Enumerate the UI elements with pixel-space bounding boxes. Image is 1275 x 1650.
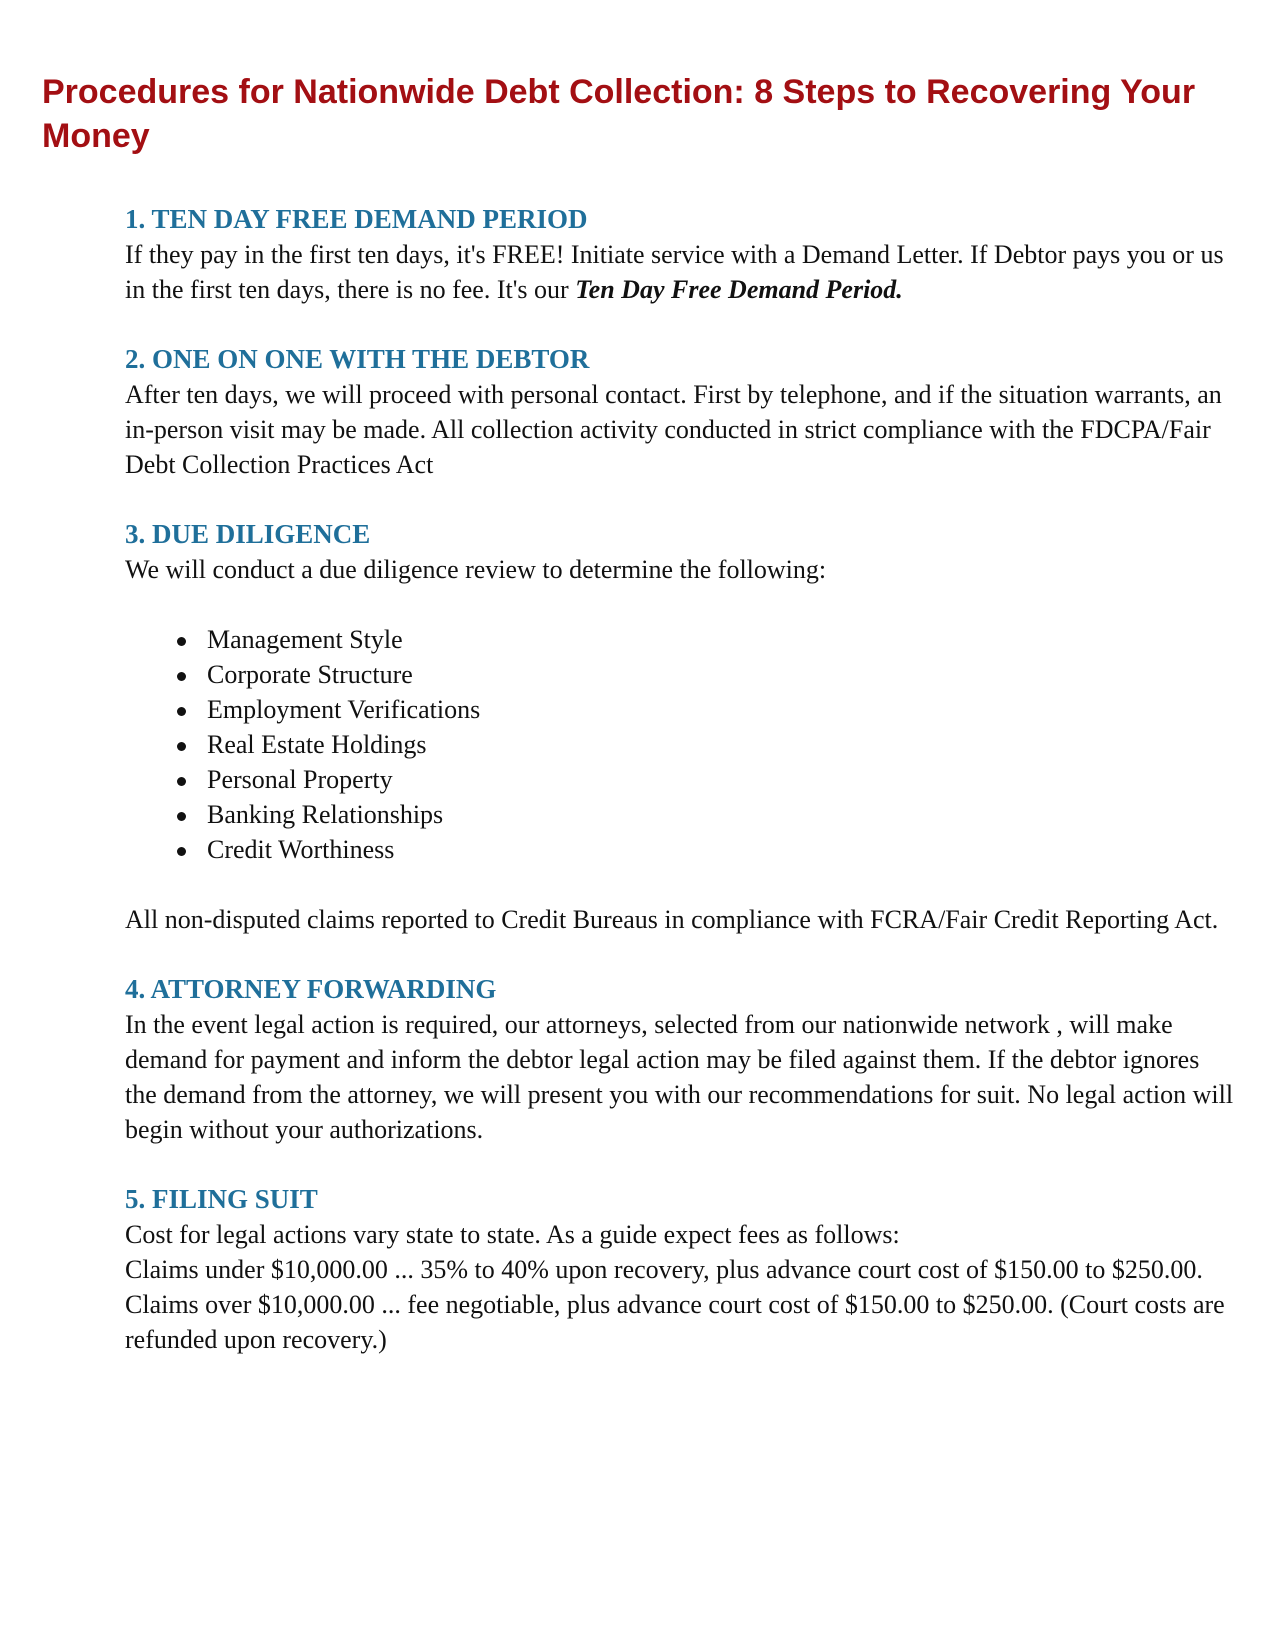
section-heading: 4. ATTORNEY FORWARDING [125, 974, 497, 1004]
list-item-label: Corporate Structure [207, 660, 413, 689]
list-item [177, 727, 1235, 762]
list-item-label: Personal Property [207, 765, 393, 794]
list-item [177, 692, 1235, 727]
section-body [125, 237, 1235, 307]
bullet-icon [177, 847, 186, 856]
list-item [177, 657, 1235, 692]
bullet-icon [177, 672, 186, 681]
spacer [125, 1147, 1235, 1182]
section-body-line: Claims over $10,000.00 ... fee negotiable, plus advance court cost of $150.00 to $250.00. (Court costs are refunded upon recovery.) [125, 1290, 1225, 1354]
list-item-label: Credit Worthiness [207, 835, 395, 864]
section-one-on-one [125, 342, 1235, 482]
spacer [125, 867, 1235, 902]
bullet-icon [177, 707, 186, 716]
section-heading: 5. FILING SUIT [125, 1184, 318, 1214]
bullet-icon [177, 637, 186, 646]
bullet-icon [177, 812, 186, 821]
section-intro: We will conduct a due diligence review to determine the following: [125, 555, 827, 584]
section-body: After ten days, we will proceed with personal contact. First by telephone, and if the situation warrants, an in-person visit may be made. All collection activity conducted in strict compliance with the FDCPA/Fair Debt Collection Practices Act [125, 380, 1222, 479]
section-body-line: Cost for legal actions vary state to state. As a guide expect fees as follows: [125, 1220, 900, 1249]
spacer [125, 307, 1235, 342]
document-body [125, 202, 1235, 1357]
spacer [125, 482, 1235, 517]
section-body: In the event legal action is required, our attorneys, selected from our nationwide network , will make demand for payment and inform the debtor legal action may be filed against them. If the debtor ignores the demand from the attorney, we will present you with our recommendations for suit. No legal action will begin without your authorizations. [125, 1010, 1234, 1144]
list-item-label: Banking Relationships [207, 800, 444, 829]
document-title: Procedures for Nationwide Debt Collection: 8 Steps to Recovering Your Money [42, 73, 1196, 155]
bullet-icon [177, 777, 186, 786]
list-item [177, 797, 1235, 832]
list-item-label: Employment Verifications [207, 695, 481, 724]
section-ten-day-free-demand [125, 202, 1235, 307]
spacer [125, 937, 1235, 972]
spacer [125, 587, 1235, 622]
section-due-diligence [125, 517, 1235, 937]
section-body-emphasis: Ten Day Free Demand Period. [575, 275, 903, 304]
list-item [177, 832, 1235, 867]
section-attorney-forwarding [125, 972, 1235, 1147]
list-item [177, 762, 1235, 797]
section-heading: 1. TEN DAY FREE DEMAND PERIOD [125, 204, 588, 234]
section-outro: All non-disputed claims reported to Credit Bureaus in compliance with FCRA/Fair Credit Reporting Act. [125, 905, 1219, 934]
bullet-icon [177, 742, 186, 751]
list-item-label: Real Estate Holdings [207, 730, 427, 759]
section-heading: 3. DUE DILIGENCE [125, 519, 371, 549]
list-item [177, 622, 1235, 657]
due-diligence-list [125, 622, 1235, 867]
section-body-line: Claims under $10,000.00 ... 35% to 40% upon recovery, plus advance court cost of $150.00 to $250.00. [125, 1255, 1203, 1284]
section-heading: 2. ONE ON ONE WITH THE DEBTOR [125, 344, 590, 374]
list-item-label: Management Style [207, 625, 403, 654]
section-body-text: If they pay in the first ten days, it's FREE! Initiate service with a Demand Letter. If Debtor pays you or us in the first ten days, there is no fee. It's our [125, 240, 1224, 304]
section-filing-suit [125, 1182, 1235, 1357]
